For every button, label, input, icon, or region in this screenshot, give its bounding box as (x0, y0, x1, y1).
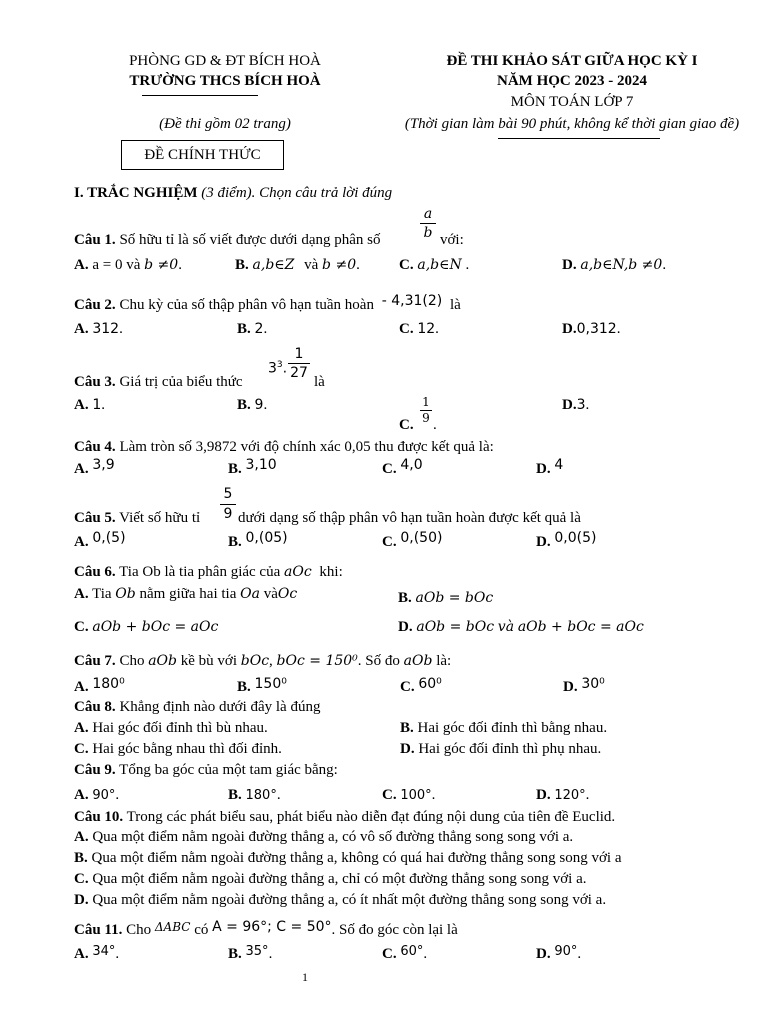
q10-b: Qua một điểm nằm ngoài đường thẳng a, không có quá hai đường thẳng song song với a (91, 850, 622, 866)
q3-option-b: B. 9. (237, 397, 268, 413)
q10-option-b (74, 849, 622, 867)
q6-option-d (398, 618, 644, 636)
q3-after: là (314, 374, 325, 390)
q6-d-and: và (497, 619, 515, 635)
q7-b: 150⁰ (254, 676, 287, 692)
q1-b-and: và (304, 257, 319, 273)
option-letter: C. (74, 871, 89, 887)
option-letter: D. (536, 946, 551, 962)
q3-option-c-label (399, 416, 414, 434)
q3-power: $3^3$. (268, 360, 288, 377)
q8-option-c (74, 740, 282, 758)
q5-frac-den: 9 (223, 506, 233, 522)
q11-option-a: A. 34°. (74, 944, 120, 962)
q2-option-a: A. 312. (74, 321, 123, 337)
q4-text: Làm tròn số 3,9872 với độ chính xác 0,05 thu được kết quả là: (119, 439, 494, 455)
q6-d-math2: aOb + bOc = aOc (517, 619, 644, 635)
option-letter: B. (237, 679, 251, 695)
q10-stem (74, 808, 615, 826)
q5-stem (74, 509, 200, 527)
q2-text: Chu kỳ của số thập phân vô hạn tuần hoàn (119, 297, 374, 313)
option-letter: B. (228, 534, 242, 550)
q5-frac-bar (220, 504, 236, 505)
section-title: I. TRẮC NGHIỆM (74, 185, 198, 201)
q4-stem (74, 438, 494, 456)
subject: MÔN TOÁN LỚP 7 (510, 94, 634, 110)
q6-b-math: aOb = bOc (415, 590, 494, 606)
q9-option-d: D. 120°. (536, 787, 590, 803)
q8-option-b (400, 719, 607, 737)
q11-text: Cho (126, 922, 152, 938)
q6-a-text: Tia (92, 586, 112, 602)
option-letter: A. (74, 787, 89, 803)
header-underline-left (142, 95, 258, 96)
q5-fraction (220, 486, 236, 523)
option-letter: A. (74, 321, 89, 337)
q6-option-c (74, 618, 218, 636)
q4-option-c (382, 457, 423, 478)
q7-option-b (237, 678, 287, 696)
q11-label: Câu 11. (74, 922, 123, 938)
q1-label: Câu 1. (74, 232, 116, 248)
option-letter: B. (228, 461, 242, 477)
q5-text-before: Viết số hữu tỉ (119, 510, 201, 526)
q5-frac-num: 5 (223, 486, 233, 502)
q4-a: 3,9 (92, 457, 115, 473)
q6-angle: aOc (284, 564, 312, 580)
q3-option-d: D.3. (562, 397, 590, 413)
q6-a-m1: Ob (115, 586, 136, 602)
q5-d: 0,0(5) (554, 530, 597, 546)
q7-after2: là: (436, 653, 452, 669)
q10-a: Qua một điểm nằm ngoài đường thẳng a, có vô số đường thẳng song song với a. (92, 829, 574, 845)
q7-option-d (563, 678, 605, 696)
q9-a: 90° (92, 788, 116, 803)
q11-stem (74, 921, 458, 939)
q10-text: Trong các phát biểu sau, phát biểu nào diễn đạt đúng nội dung của tiên đề Euclid. (126, 809, 616, 825)
option-letter: D. (562, 397, 577, 413)
q2-b: 2 (254, 321, 264, 337)
option-letter: C. (400, 679, 415, 695)
q3-option-c-dot: . (433, 417, 437, 433)
q7-after1: . Số đo (357, 653, 400, 669)
q10-d: Qua một điểm nằm ngoài đường thẳng a, có ít nhất một đường thẳng song song với a. (92, 892, 607, 908)
q5-option-b (228, 530, 288, 551)
q7-option-c (400, 678, 442, 696)
q1-frac-bar (420, 223, 436, 224)
q3-frac-num: 1 (294, 346, 304, 362)
q1-frac-num: a (423, 206, 433, 222)
q2-option-d: D.0,312. (562, 321, 621, 337)
q7-mid: kề bù với (180, 653, 238, 669)
q9-option-a: A. 90°. (74, 787, 120, 803)
q10-option-d (74, 891, 606, 909)
q3-option-c (420, 396, 432, 425)
q4-label: Câu 4. (74, 439, 116, 455)
option-letter: C. (382, 946, 397, 962)
q8-c: Hai góc bằng nhau thì đối đỉnh. (92, 741, 282, 757)
q3-text: Giá trị của biểu thức (119, 374, 243, 390)
q1-option-c: C. a,b∈N . (399, 257, 470, 273)
q8-d: Hai góc đối đỉnh thì phụ nhau. (418, 741, 602, 757)
q5-a: 0,(5) (92, 530, 126, 546)
q11-option-c: C. 60°. (382, 944, 428, 962)
q6-d-math1: aOb = bOc (416, 619, 495, 635)
q6-after: khi: (319, 564, 343, 580)
page-count-note: (Đề thi gồm 02 trang) (159, 116, 291, 132)
q7-m1: aOb (148, 653, 177, 669)
q11-m2: A = 96°; C = 50° (212, 919, 332, 935)
q1-c-math: a,b∈N (417, 257, 462, 273)
option-letter: D. (74, 892, 89, 908)
q7-c: 60⁰ (418, 676, 442, 692)
option-letter: A. (74, 829, 89, 845)
q11-m1: ΔABC (154, 920, 191, 934)
q3-c-den: 9 (422, 411, 430, 425)
q4-c: 4,0 (400, 457, 423, 473)
q6-c-math: aOb + bOc = aOc (92, 619, 219, 635)
q2-stem (74, 293, 461, 314)
q3-a: 1 (92, 397, 102, 413)
q8-stem (74, 698, 320, 716)
q3-d: 3 (576, 397, 586, 413)
q5-option-c (382, 530, 443, 551)
q10-c: Qua một điểm nằm ngoài đường thẳng a, chỉ có một đường thẳng song song với a. (92, 871, 587, 887)
q1-d-math: a,b∈N,b ≠0 (580, 257, 663, 273)
option-letter: A. (74, 257, 89, 273)
q11-option-b: B. 35°. (228, 944, 273, 962)
school-department: PHÒNG GD & ĐT BÍCH HOÀ (129, 53, 321, 69)
q11-b: 35° (245, 944, 269, 959)
q1-a-math: b ≠0 (144, 257, 179, 273)
q2-option-b: B. 2. (237, 321, 268, 337)
option-letter: B. (237, 321, 251, 337)
q1-after: với: (440, 232, 464, 248)
option-letter: C. (382, 787, 397, 803)
q6-text: Tia Ob là tia phân giác của (119, 564, 281, 580)
q5-b: 0,(05) (245, 530, 288, 546)
q2-c: 12 (417, 321, 436, 337)
option-letter: A. (74, 679, 89, 695)
q2-after: là (449, 297, 461, 313)
q6-option-a (74, 585, 297, 603)
q11-option-d: D. 90°. (536, 944, 582, 962)
q11-mid: có (194, 922, 209, 938)
q7-option-a (74, 678, 125, 696)
q8-text: Khẳng định nào dưới đây là đúng (119, 699, 321, 715)
option-letter: C. (74, 619, 89, 635)
option-letter: B. (398, 590, 412, 606)
q6-a-m3: Oc (277, 586, 298, 602)
option-letter: A. (74, 946, 89, 962)
option-letter: D. (536, 787, 551, 803)
header-underline-right (498, 138, 660, 139)
q3-c-num: 1 (422, 395, 430, 409)
q11-d: 90° (554, 944, 578, 959)
q7-d: 30⁰ (581, 676, 605, 692)
q5-label: Câu 5. (74, 510, 116, 526)
option-letter: B. (235, 257, 249, 273)
q9-label: Câu 9. (74, 762, 116, 778)
q5-c: 0,(50) (400, 530, 443, 546)
option-letter: D. (398, 619, 413, 635)
q5-text-after: dưới dạng số thập phân vô hạn tuần hoàn được kết quả là (238, 510, 581, 526)
school-name: TRƯỜNG THCS BÍCH HOÀ (129, 73, 321, 89)
q6-a-mid: nằm giữa hai tia (139, 586, 237, 602)
time-note: (Thời gian làm bài 90 phút, không kể thời gian giao đề) (404, 116, 740, 132)
option-letter: C. (399, 257, 414, 273)
q2-a: 312 (92, 321, 120, 337)
q1-text: Số hữu tỉ là số viết được dưới dạng phân số (119, 232, 381, 248)
option-letter: D. (536, 461, 551, 477)
option-letter: C. (382, 534, 397, 550)
q10-option-a (74, 828, 573, 846)
q9-option-b: B. 180°. (228, 787, 281, 803)
q1-option-b: B. a,b∈Z và b ≠0. (235, 257, 360, 273)
q8-label: Câu 8. (74, 699, 116, 715)
q9-option-c: C. 100°. (382, 787, 436, 803)
q11-c: 60° (400, 944, 424, 959)
page-number: 1 (302, 970, 308, 984)
option-letter: D. (400, 741, 415, 757)
official-label: ĐỀ CHÍNH THỨC (144, 147, 261, 163)
q6-a-and: và (263, 586, 278, 602)
q7-m2: bOc (240, 653, 270, 669)
q7-stem: Câu 7. Cho aOb kề bù với bOc, bOc = 150⁰. Số đo aOb là: (74, 653, 452, 669)
q3-frac-bar (288, 363, 310, 364)
q3-option-a: A. 1. (74, 397, 106, 413)
option-letter: C. (399, 321, 414, 337)
q5-option-a (74, 530, 126, 551)
school-year: NĂM HỌC 2023 - 2024 (497, 73, 647, 89)
q1-option-a: A. a = 0 và b ≠0. (74, 257, 182, 273)
section-heading (74, 184, 392, 202)
q1-fraction (420, 206, 436, 241)
option-letter: A. (74, 534, 89, 550)
option-letter: B. (237, 397, 251, 413)
q5-option-d (536, 530, 597, 551)
q4-option-b (228, 457, 277, 478)
q2-d: 0,312 (576, 321, 617, 337)
option-letter: C. (399, 417, 414, 433)
option-letter: D. (562, 321, 577, 337)
q4-option-d (536, 457, 564, 478)
q3-stem (74, 373, 243, 391)
q10-option-c (74, 870, 587, 888)
option-letter: C. (382, 461, 397, 477)
q9-c: 100° (400, 788, 432, 803)
option-letter: A. (74, 461, 89, 477)
q7-m4: aOb (403, 653, 433, 669)
option-letter: B. (74, 850, 88, 866)
option-letter: A. (74, 586, 89, 602)
q3-base: 3 (268, 360, 277, 377)
option-letter: A. (74, 397, 89, 413)
q7-label: Câu 7. (74, 653, 116, 669)
q10-label: Câu 10. (74, 809, 124, 825)
q7-a: 180⁰ (92, 676, 125, 692)
q8-b: Hai góc đối đỉnh thì bằng nhau. (417, 720, 608, 736)
q11-after: . Số đo góc còn lại là (331, 922, 458, 938)
q1-stem (74, 231, 381, 249)
section-points: (3 điểm). Chọn câu trả lời đúng (201, 185, 393, 201)
q4-option-a (74, 457, 115, 478)
option-letter: D. (536, 534, 551, 550)
option-letter: D. (563, 679, 578, 695)
q8-option-d (400, 740, 601, 758)
q4-d: 4 (554, 457, 564, 473)
q2-label: Câu 2. (74, 297, 116, 313)
q9-d: 120° (554, 788, 586, 803)
q1-b-math1: a,b∈Z (252, 257, 295, 273)
q1-frac-den: b (423, 225, 433, 241)
exam-title: ĐỀ THI KHẢO SÁT GIỮA HỌC KỲ I (446, 53, 698, 69)
q11-a: 34° (92, 944, 116, 959)
q8-option-a (74, 719, 268, 737)
option-letter: B. (400, 720, 414, 736)
q9-text: Tổng ba góc của một tam giác bằng: (119, 762, 338, 778)
q6-stem (74, 563, 343, 581)
q9-b: 180° (245, 788, 277, 803)
q2-math: - 4,31(2) (381, 293, 443, 309)
option-letter: B. (228, 787, 242, 803)
q3-label: Câu 3. (74, 374, 116, 390)
q3-exp: 3 (276, 360, 283, 370)
option-letter: D. (562, 257, 577, 273)
q6-option-b (398, 589, 493, 607)
q3-b: 9 (254, 397, 264, 413)
q9-stem (74, 761, 338, 779)
q6-a-m2: Oa (240, 586, 260, 602)
q6-label: Câu 6. (74, 564, 116, 580)
q1-b-math2: b ≠0 (322, 257, 357, 273)
option-letter: A. (74, 720, 89, 736)
q3-fraction (288, 346, 310, 381)
q7-text: Cho (119, 653, 145, 669)
q4-b: 3,10 (245, 457, 277, 473)
q8-a: Hai góc đối đỉnh thì bù nhau. (92, 720, 268, 736)
q7-m3: bOc = 150⁰ (276, 653, 358, 669)
q1-option-d: D. a,b∈N,b ≠0. (562, 257, 667, 273)
q2-option-c: C. 12. (399, 321, 439, 337)
option-letter: C. (74, 741, 89, 757)
q1-a-text: a = 0 và (92, 257, 141, 273)
q3-frac-den: 27 (290, 365, 308, 381)
option-letter: B. (228, 946, 242, 962)
